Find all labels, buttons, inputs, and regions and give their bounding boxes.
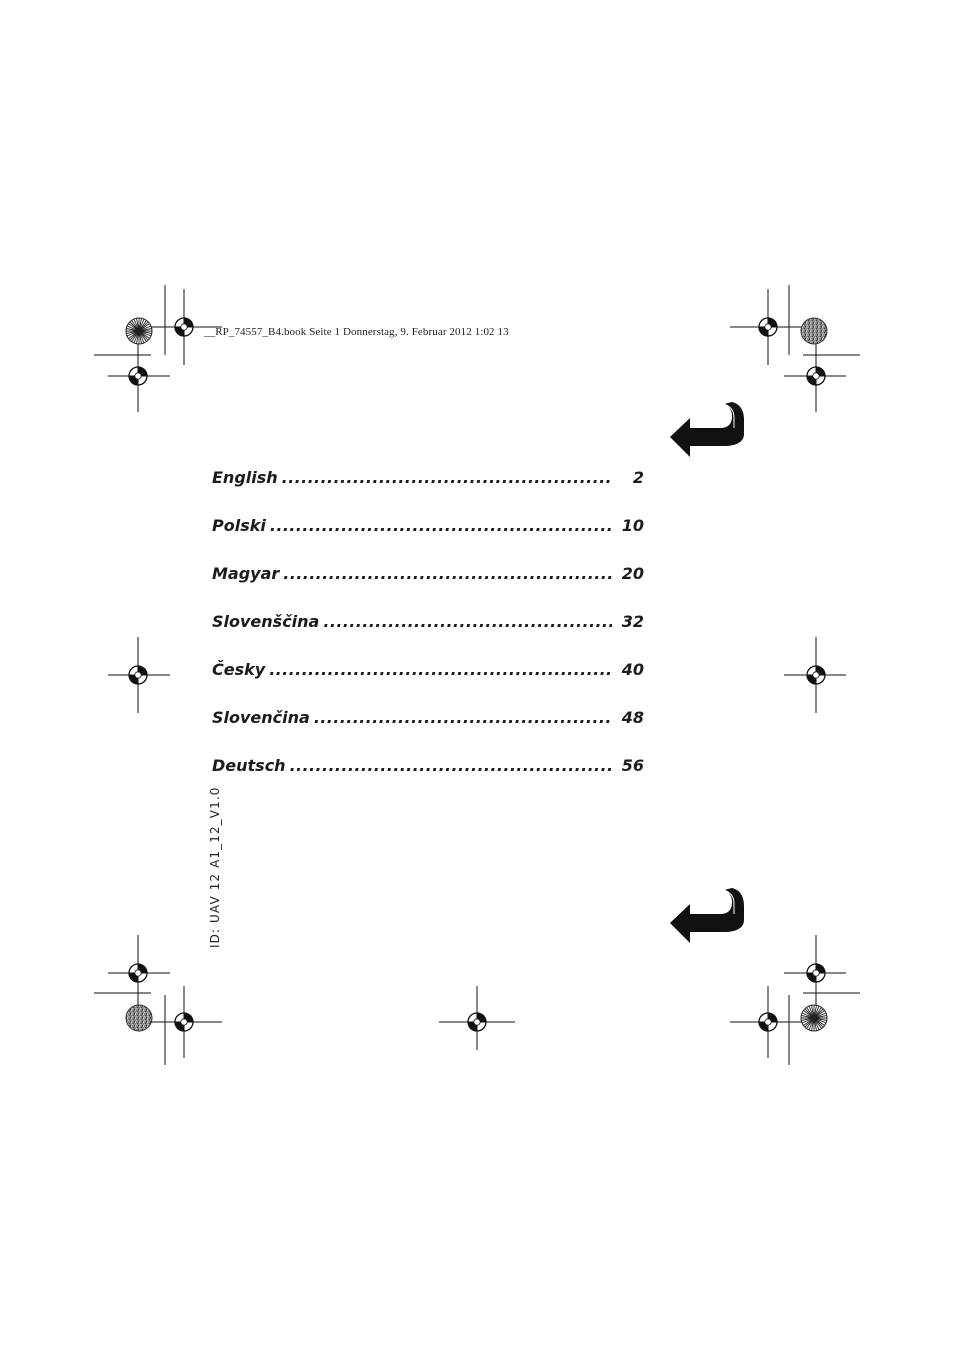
toc-entry-slovenscina[interactable] — [212, 612, 644, 640]
toc-entry-cesky[interactable] — [212, 660, 644, 688]
crop-lines-bottom-right — [789, 993, 860, 1065]
dot-leader — [269, 660, 612, 679]
toc-entry-page: 10 — [621, 516, 644, 535]
grey-noise-target-icon — [801, 318, 827, 344]
toc-entry-english[interactable] — [212, 468, 644, 496]
registration-crosshair-icon — [784, 935, 846, 1011]
curved-arrow-left-icon — [668, 400, 748, 460]
toc-entry-label: Česky — [212, 660, 266, 679]
starburst-target-icon — [801, 1005, 827, 1031]
registration-crosshair-icon — [730, 986, 806, 1058]
registration-crosshair-icon — [108, 340, 170, 412]
crop-lines-top-right — [789, 285, 860, 355]
crop-lines-top-left — [94, 285, 165, 355]
toc-entry-page: 48 — [621, 708, 644, 727]
registration-crosshair-icon — [730, 289, 806, 365]
toc-entry-deutsch[interactable] — [212, 756, 644, 784]
document-id-label: ID: UAV 12 A1_12_V1.0 — [208, 786, 222, 948]
toc-entry-label: Polski — [212, 516, 266, 535]
registration-crosshair-icon — [108, 935, 170, 1011]
toc-entry-label: Deutsch — [212, 756, 286, 775]
registration-crosshair-icon — [108, 637, 170, 713]
toc-entry-label: Magyar — [212, 564, 280, 583]
registration-crosshair-icon — [439, 986, 515, 1050]
toc-entry-label: Slovenčina — [212, 708, 310, 727]
dot-leader — [290, 756, 612, 775]
curved-arrow-left-icon — [668, 886, 748, 946]
registration-crosshair-icon — [784, 637, 846, 713]
crop-lines-bottom-left — [94, 993, 165, 1065]
dot-leader — [282, 468, 612, 487]
toc-entry-page: 40 — [621, 660, 644, 679]
registration-crosshair-icon — [784, 340, 846, 412]
toc-entry-slovencina[interactable] — [212, 708, 644, 736]
toc-entry-page: 2 — [632, 468, 644, 487]
dot-leader — [323, 612, 612, 631]
toc-entry-label: English — [212, 468, 278, 487]
toc-entry-magyar[interactable] — [212, 564, 644, 592]
registration-crosshair-icon — [146, 986, 222, 1058]
toc-entry-page: 32 — [621, 612, 644, 631]
print-info-header: __RP_74557_B4.book Seite 1 Donnerstag, 9. Februar 2012 1:02 13 — [204, 326, 509, 338]
dot-leader — [314, 708, 612, 727]
toc-entry-label: Slovenščina — [212, 612, 320, 631]
dot-leader — [270, 516, 612, 535]
toc-entry-polski[interactable] — [212, 516, 644, 544]
starburst-target-icon — [126, 318, 152, 344]
toc-entry-page: 20 — [621, 564, 644, 583]
dot-leader — [283, 564, 612, 583]
grey-noise-target-icon — [126, 1005, 152, 1031]
toc-entry-page: 56 — [621, 756, 644, 775]
